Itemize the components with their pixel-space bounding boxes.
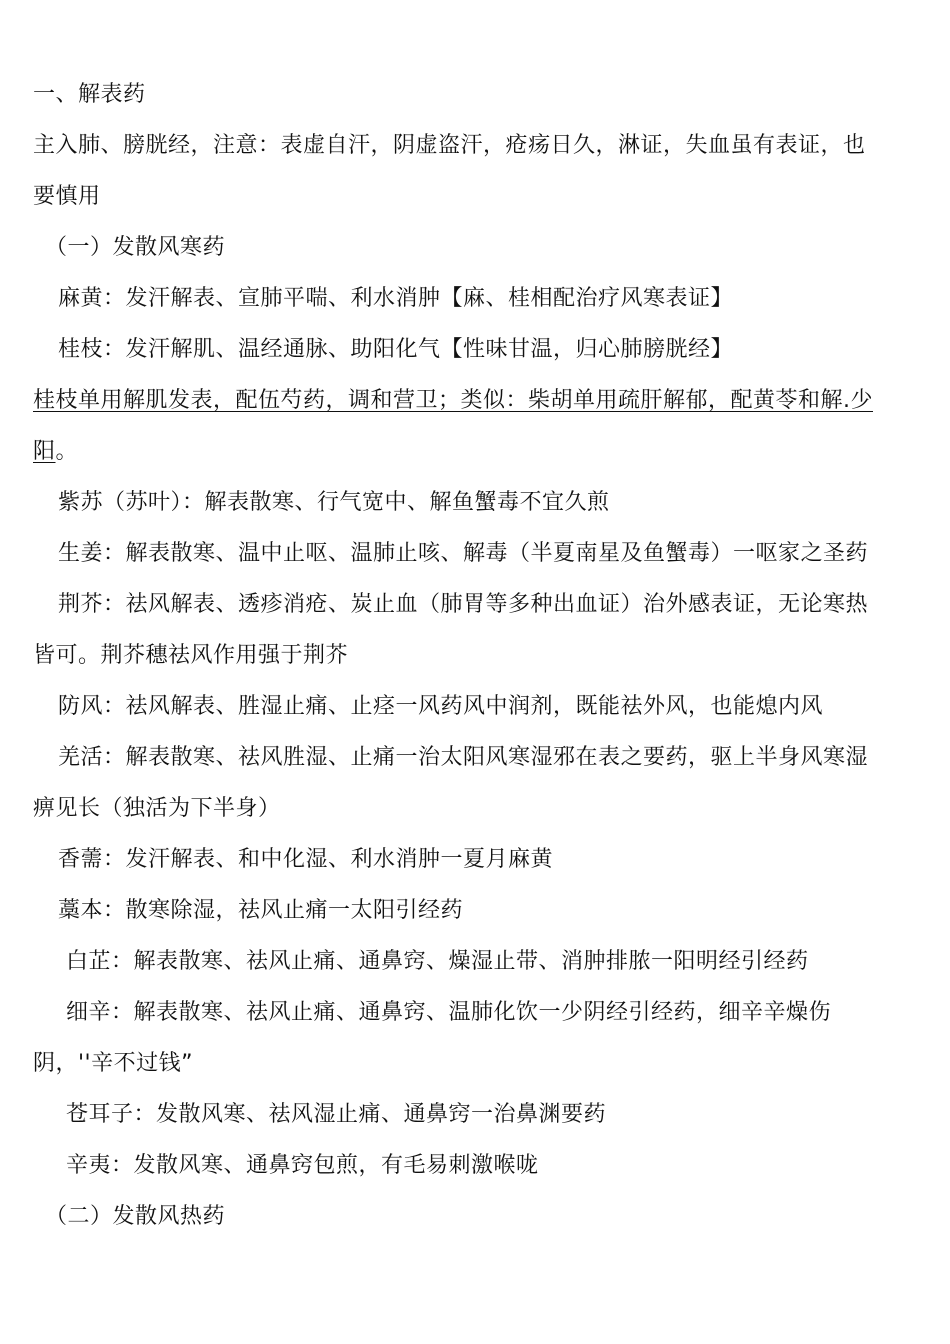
- herb-entry-baizhi: 白芷：解表散寒、祛风止痛、通鼻窍、燥湿止带、消肿排脓一阳明经引经药: [66, 949, 809, 974]
- herb-entry-qianghuo-line-2: 痹见长（独活为下半身）: [33, 796, 281, 821]
- intro-text-line-1: 主入肺、膀胱经，注意：表虚自汗，阴虚盗汗，疮疡日久，淋证，失血虽有表证，也: [33, 133, 866, 158]
- herb-entry-zisu: 紫苏（苏叶）：解表散寒、行气宽中、解鱼蟹毒不宜久煎: [58, 490, 610, 515]
- guizhi-note-line-2: [33, 437, 78, 467]
- herb-entry-xiangru: 香薷：发汗解表、和中化湿、利水消肿一夏月麻黄: [58, 847, 554, 872]
- guizhi-note-underlined-end: 阳: [33, 439, 56, 464]
- section-title: 一、解表药: [33, 82, 146, 107]
- subsection-title-wind-heat: （二）发散风热药: [45, 1204, 226, 1229]
- subsection-title-wind-cold: （一）发散风寒药: [45, 235, 226, 260]
- herb-entry-cangerzi: 苍耳子：发散风寒、祛风湿止痛、通鼻窍一治鼻渊要药: [66, 1102, 607, 1127]
- guizhi-note-period: 。: [55, 439, 79, 464]
- herb-entry-xixin-line-1: 细辛：解表散寒、祛风止痛、通鼻窍、温肺化饮一少阴经引经药，细辛辛燥伤: [66, 1000, 832, 1025]
- herb-entry-guizhi: 桂枝：发汗解肌、温经通脉、助阳化气【性味甘温，归心肺膀胱经】: [58, 337, 734, 362]
- herb-entry-xixin-line-2: 阴，''辛不过钱”: [33, 1051, 193, 1076]
- herb-entry-jingjie-line-1: 荆芥：祛风解表、透疹消疮、炭止血（肺胃等多种出血证）治外感表证，无论寒热: [58, 592, 869, 617]
- herb-entry-mahuang: 麻黄：发汗解表、宣肺平喘、利水消肿【麻、桂相配治疗风寒表证】: [58, 286, 734, 311]
- intro-text-line-2: 要慎用: [33, 184, 101, 209]
- herb-entry-qianghuo-line-1: 羌活：解表散寒、祛风胜湿、止痛一治太阳风寒湿邪在表之要药，驱上半身风寒湿: [58, 745, 869, 770]
- guizhi-note-line-1: 桂枝单用解肌发表，配伍芍药，调和营卫；类似：柴胡单用疏肝解郁，配黄苓和解.少: [33, 388, 873, 413]
- herb-entry-jingjie-line-2: 皆可。荆芥穗祛风作用强于荆芥: [33, 643, 349, 668]
- herb-entry-shengjiang: 生姜：解表散寒、温中止呕、温肺止咳、解毒（半夏南星及鱼蟹毒）一呕家之圣药: [58, 541, 869, 566]
- herb-entry-fangfeng: 防风：祛风解表、胜湿止痛、止痉一风药风中润剂，既能祛外风，也能熄内风: [58, 694, 824, 719]
- herb-entry-xinyi: 辛夷：发散风寒、通鼻窍包煎，有毛易刺激喉咙: [66, 1153, 539, 1178]
- herb-entry-gaoben: 藁本：散寒除湿，祛风止痛一太阳引经药: [58, 898, 464, 923]
